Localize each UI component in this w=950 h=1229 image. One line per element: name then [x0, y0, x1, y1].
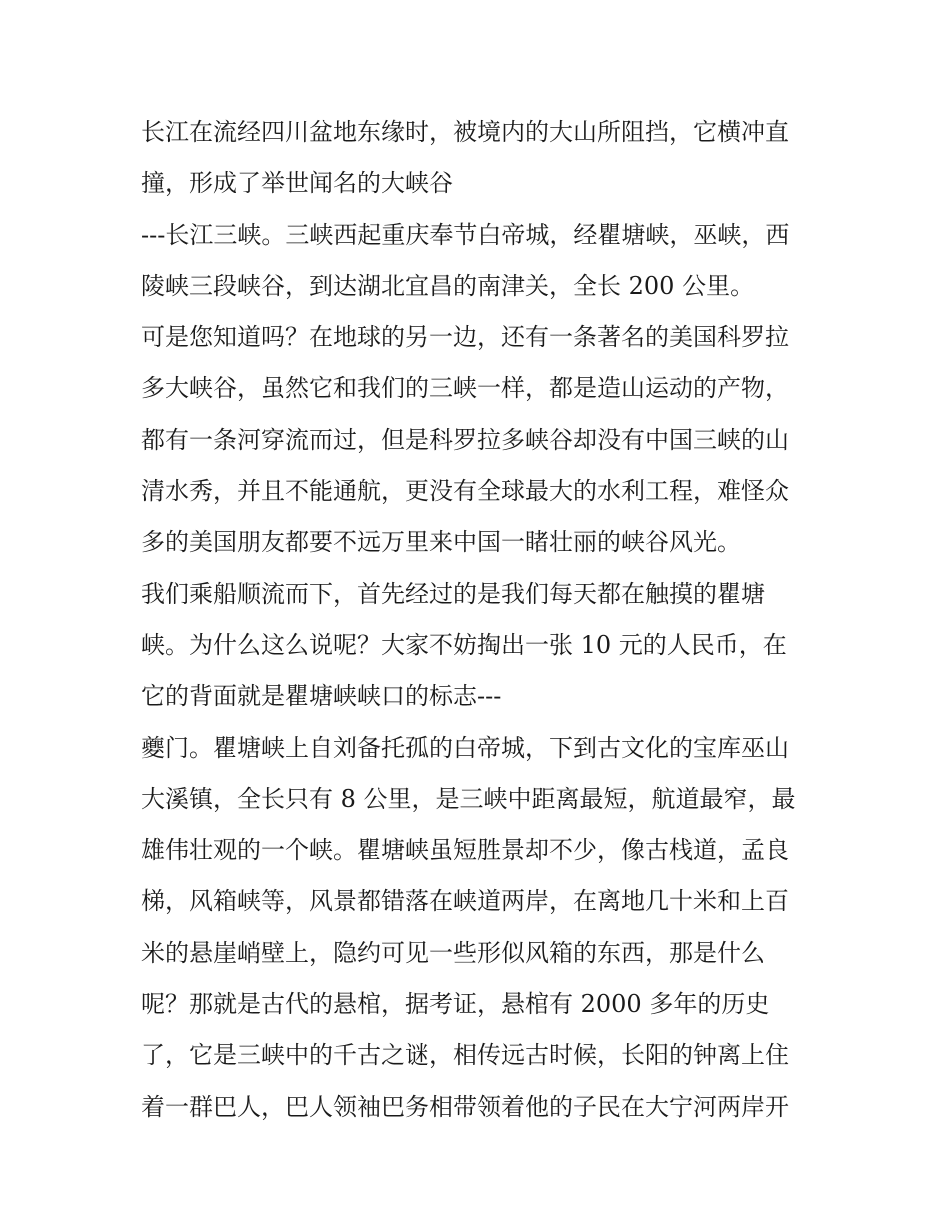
text-line: 都有一条河穿流而过，但是科罗拉多峡谷却没有中国三峡的山 — [141, 425, 789, 454]
document-body — [141, 107, 821, 1133]
text-line: 可是您知道吗？在地球的另一边，还有一条著名的美国科罗拉 — [141, 323, 789, 352]
text-line: 我们乘船顺流而下，首先经过的是我们每天都在触摸的瞿塘 — [141, 579, 765, 608]
text-line: 它的背面就是瞿塘峡峡口的标志--- — [141, 682, 502, 711]
text-line: 大溪镇，全长只有 8 公里，是三峡中距离最短，航道最窄，最 — [141, 784, 796, 813]
text-line: 多大峡谷，虽然它和我们的三峡一样，都是造山运动的产物， — [141, 374, 789, 403]
text-line: 米的悬崖峭壁上，隐约可见一些形似风箱的东西，那是什么 — [141, 938, 765, 967]
text-line: 着一群巴人，巴人领袖巴务相带领着他的子民在大宁河两岸开 — [141, 1092, 789, 1121]
text-line: 长江在流经四川盆地东缘时，被境内的大山所阻挡，它横冲直 — [141, 118, 789, 146]
text-line: 峡。为什么这么说呢？大家不妨掏出一张 10 元的人民币，在 — [141, 630, 787, 659]
text-line: ---长江三峡。三峡西起重庆奉节白帝城，经瞿塘峡，巫峡，西 — [141, 220, 790, 249]
text-line: 夔门。瞿塘峡上自刘备托孤的白帝城，下到古文化的宝库巫山 — [141, 733, 789, 762]
text-line: 清水秀，并且不能通航，更没有全球最大的水利工程，难怪众 — [141, 477, 789, 506]
text-line: 了，它是三峡中的千古之谜，相传远古时候，长阳的钟离上住 — [141, 1041, 789, 1070]
text-line: 雄伟壮观的一个峡。瞿塘峡虽短胜景却不少，像古栈道，孟良 — [141, 836, 789, 865]
text-line: 陵峡三段峡谷，到达湖北宜昌的南津关，全长 200 公里。 — [141, 271, 755, 300]
text-line: 梯，风箱峡等，风景都错落在峡道两岸，在离地几十米和上百 — [141, 887, 789, 916]
text-line: 呢？那就是古代的悬棺，据考证，悬棺有 2000 多年的历史 — [141, 990, 770, 1019]
text-line: 撞，形成了举世闻名的大峡谷 — [141, 169, 453, 198]
text-line: 多的美国朋友都要不远万里来中国一睹壮丽的峡谷风光。 — [141, 528, 741, 557]
